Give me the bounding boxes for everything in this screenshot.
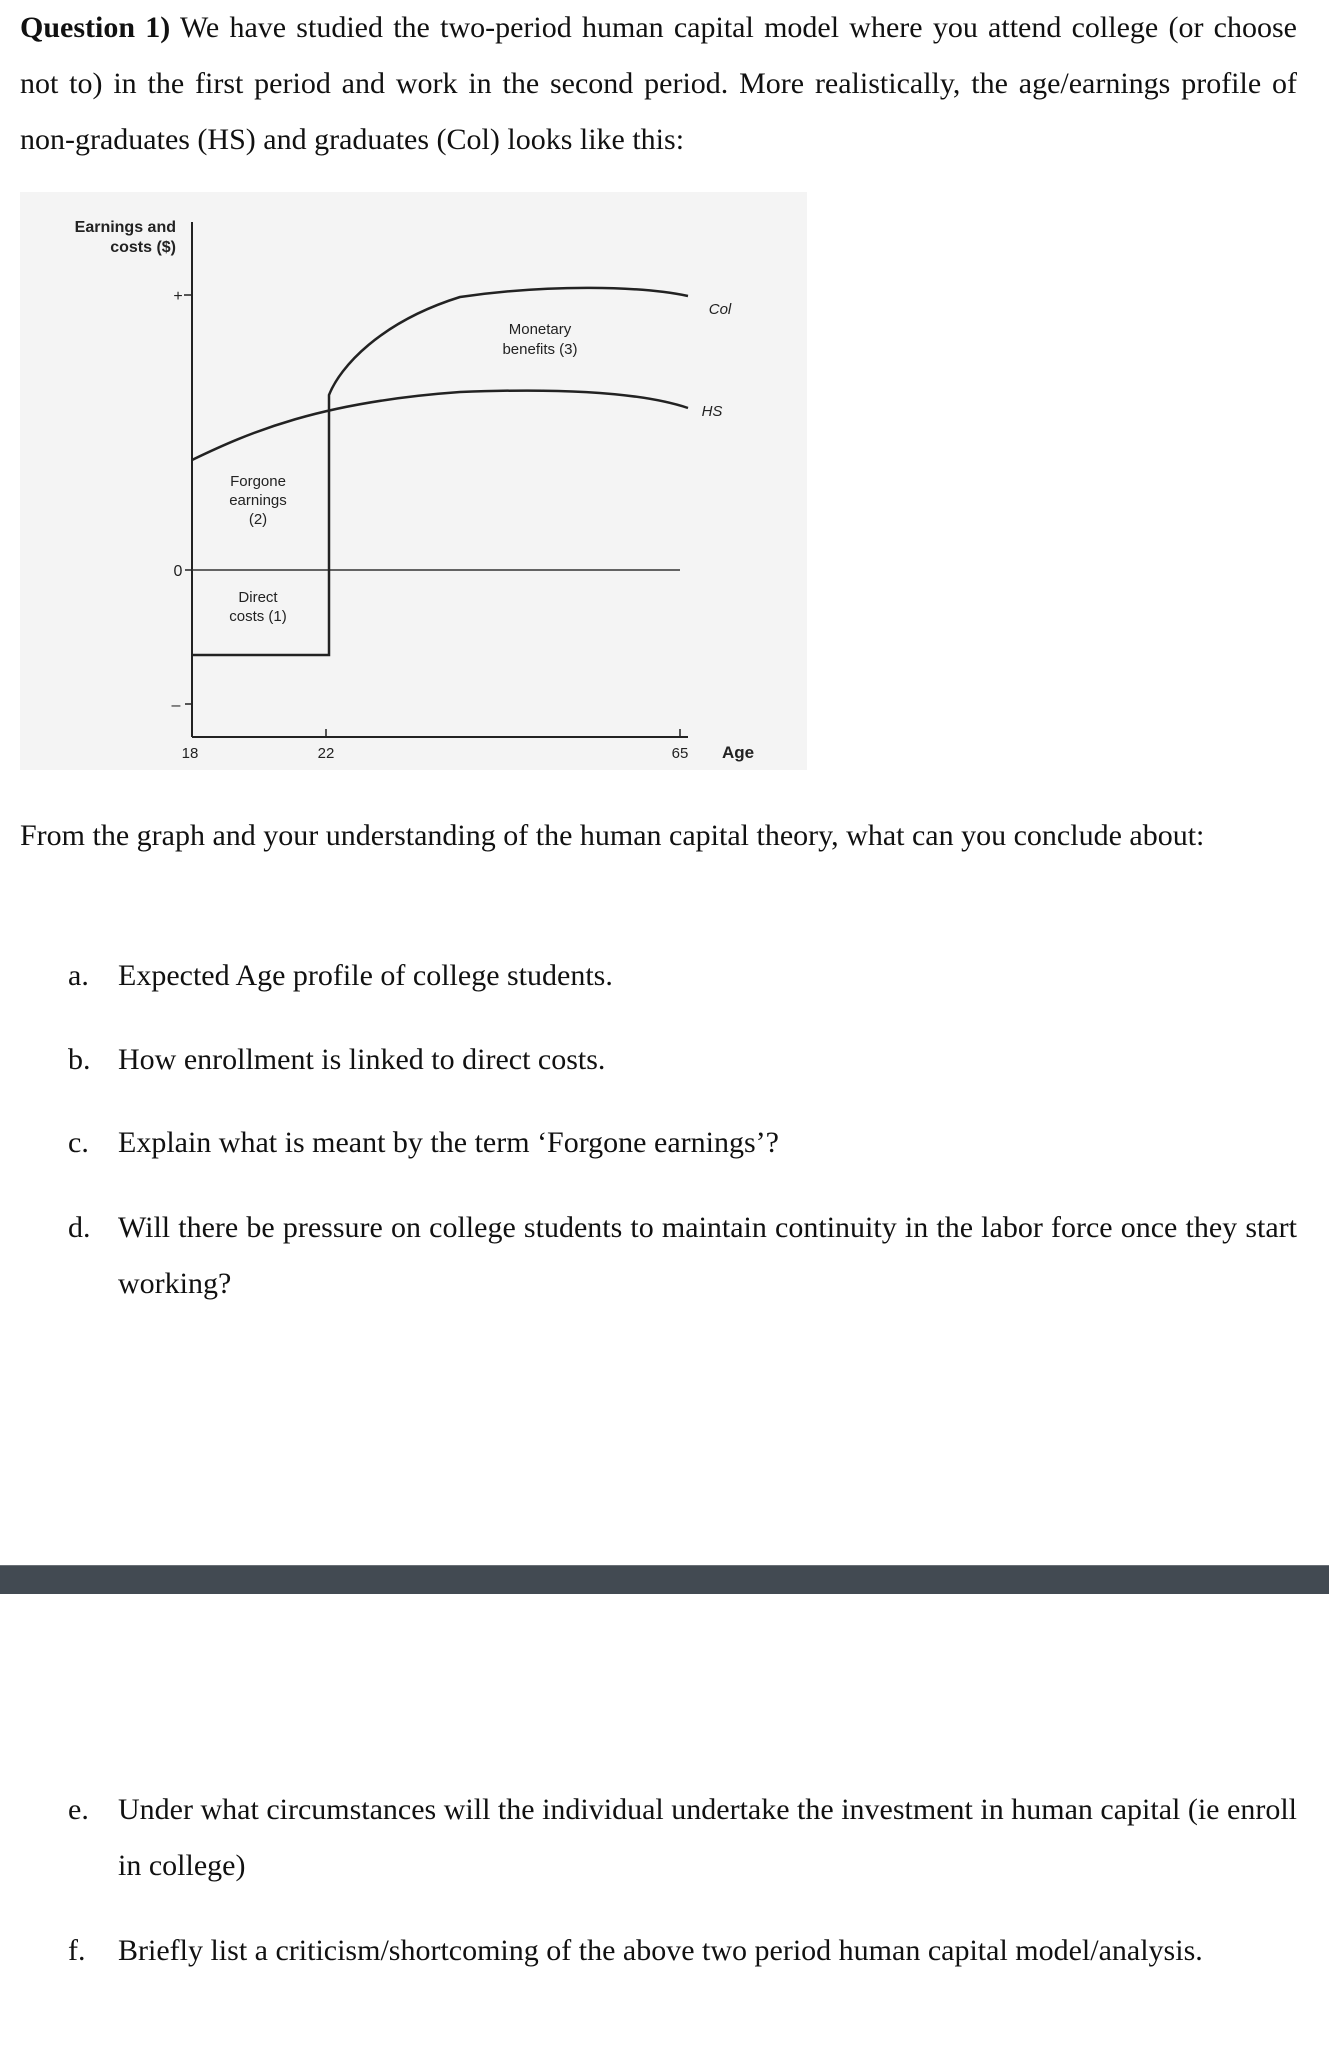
- list-item-d: [68, 1200, 1297, 1312]
- item-text: Will there be pressure on college students to maintain continuity in the labor force once they start working?: [118, 1211, 1297, 1300]
- forgone-earnings-label-2: earnings: [229, 492, 287, 509]
- list-item-b: [68, 1032, 1297, 1088]
- item-label: b.: [68, 1043, 91, 1076]
- minus-sign: –: [171, 697, 181, 714]
- y-axis-label-1: Earnings and: [74, 219, 176, 236]
- item-text: Briefly list a criticism/shortcoming of the above two period human capital model/analysis.: [118, 1934, 1203, 1967]
- page-divider: [0, 1565, 1329, 1594]
- earnings-profile-chart: [20, 192, 807, 770]
- question-heading: Question 1): [20, 11, 171, 44]
- col-label: Col: [708, 301, 732, 318]
- list-item-e: [68, 1782, 1297, 1894]
- x-tick-label-65: 65: [671, 745, 689, 762]
- item-label: a.: [68, 959, 89, 992]
- question-prompt: From the graph and your understanding of the human capital theory, what can you conclude about:: [20, 819, 1205, 852]
- monetary-benefits-label-1: Monetary: [508, 321, 572, 338]
- question-intro-text: We have studied the two-period human capital model where you attend college (or choose not to) in the first period and work in the second period. More realistically, the age/earnings profile of non-graduates (HS) and graduates (Col) looks like this:: [20, 11, 1297, 156]
- item-text: How enrollment is linked to direct costs.: [118, 1043, 606, 1076]
- item-text: Under what circumstances will the individual undertake the investment in human capital (ie enroll in college): [118, 1793, 1297, 1882]
- x-axis-label: Age: [721, 743, 755, 762]
- hs-label: HS: [701, 403, 723, 420]
- zero-label: 0: [173, 563, 183, 580]
- list-item-f: [68, 1923, 1297, 1979]
- direct-costs-label-2: costs (1): [229, 608, 287, 625]
- item-label: c.: [68, 1126, 89, 1159]
- list-item-c: [68, 1115, 1297, 1171]
- item-label: f.: [68, 1934, 86, 1967]
- monetary-benefits-label-2: benefits (3): [502, 341, 578, 358]
- x-tick-label-22: 22: [317, 745, 335, 762]
- item-text: Explain what is meant by the term ‘Forgone earnings’?: [118, 1126, 779, 1159]
- hs-curve: [192, 391, 688, 460]
- item-label: e.: [68, 1793, 89, 1826]
- earnings-profile-figure: [20, 192, 807, 770]
- x-tick-label-18: 18: [181, 745, 199, 762]
- item-text: Expected Age profile of college students.: [118, 959, 613, 992]
- direct-costs-label-1: Direct: [238, 589, 278, 606]
- forgone-earnings-label-3: (2): [248, 511, 268, 528]
- plus-sign: +: [173, 288, 183, 305]
- y-axis-label-2: costs ($): [110, 239, 176, 256]
- forgone-earnings-label-1: Forgone: [230, 473, 286, 490]
- list-item-a: [68, 948, 1297, 1004]
- item-label: d.: [68, 1211, 91, 1244]
- question-intro: [20, 0, 1297, 168]
